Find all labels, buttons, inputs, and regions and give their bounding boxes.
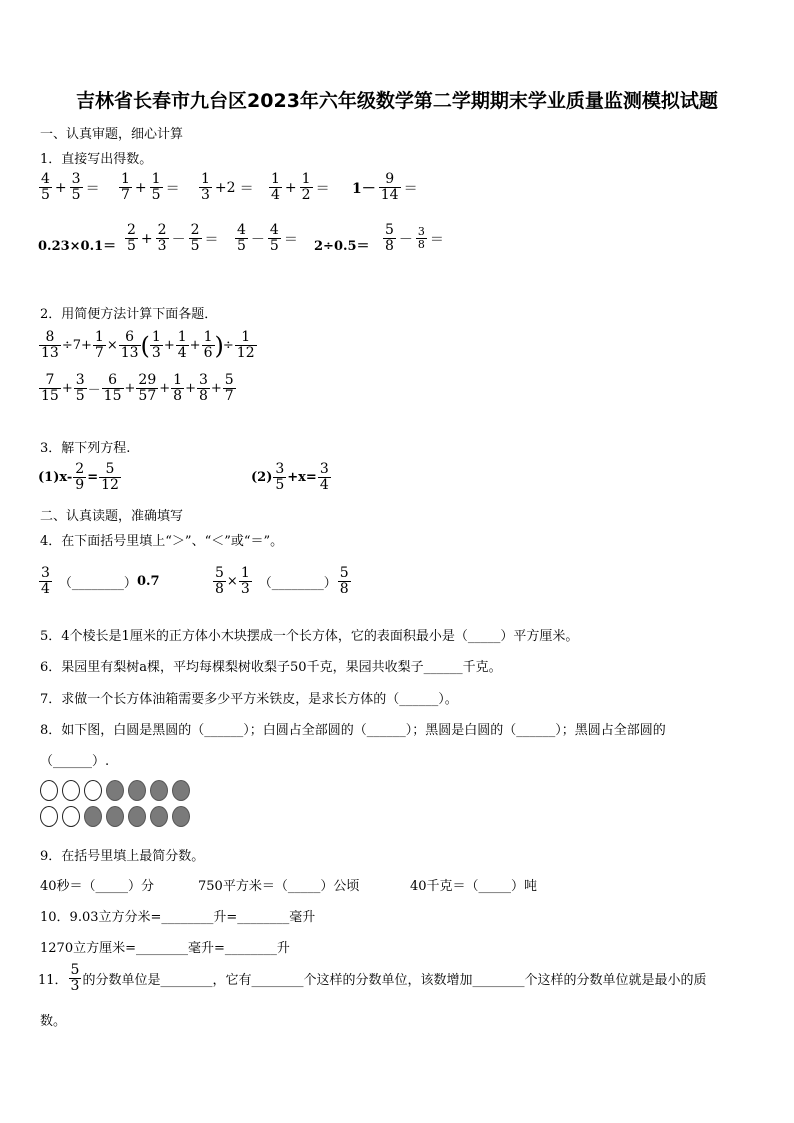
page-title: 吉林省长春市九台区2023年六年级数学第二学期期末学业质量监测模拟试题: [76, 90, 718, 112]
question-10-line-1: 10．9.03立方分米=________升=________毫升: [40, 910, 316, 925]
black-circle: [128, 806, 146, 827]
black-circle: [128, 780, 146, 801]
question-10-line-2: 1270立方厘米=________毫升=________升: [40, 941, 290, 956]
black-circle: [150, 806, 168, 827]
white-circle: [62, 780, 80, 801]
section-2-heading: 二、认真读题，准确填写: [40, 509, 184, 524]
question-9-a: 40秒＝（_____）分: [40, 879, 155, 894]
q3-equation-2: (2) $\frac{3}{5}$ +x= $\frac{3}{4}$: [251, 461, 329, 493]
q2-expression-1: $\frac{8}{13}$ ÷7+ $\frac{1}{7}$ × $\frac{6}{13}$ ( $\frac{1}{3}$ + $\frac{1}{4}$ + $\frac{1}{6}$ ) ÷ $\frac{1}{12}$: [41, 329, 255, 361]
question-7: 7．求做一个长方体油箱需要多少平方米铁皮，是求长方体的（______）。: [40, 692, 458, 707]
black-circle: [172, 780, 190, 801]
question-9-c: 40千克＝（_____）吨: [410, 879, 538, 894]
section-1-heading: 一、认真审题，细心计算: [40, 127, 184, 142]
white-circle: [40, 780, 58, 801]
question-8-line-2: （______）.: [40, 754, 110, 769]
black-circle: [84, 806, 102, 827]
question-9-label: 9．在括号里填上最简分数。: [40, 849, 205, 864]
question-4-label: 4．在下面括号里填上“＞”、“＜”或“＝”。: [40, 534, 284, 549]
question-8-line-1: 8．如下图，白圆是黑圆的（______）；白圆占全部圆的（______）；黑圆是白圆的（______）；黑圆占全部圆的: [40, 723, 666, 738]
q1-row2-item4: 2÷0.5＝: [314, 239, 370, 254]
q1-row2-item1: 0.23×0.1＝: [38, 239, 117, 254]
question-3-label: 3．解下列方程.: [40, 441, 131, 456]
q1-row2-item3: $\frac{4}{5}$ － $\frac{4}{5}$ ＝: [237, 222, 298, 254]
q1-row1-item4: $\frac{1}{4}$ + $\frac{1}{2}$ ＝: [271, 171, 330, 203]
black-circle: [106, 780, 124, 801]
q2-expression-2: $\frac{7}{15}$ + $\frac{3}{5}$ － $\frac{6}{15}$ + $\frac{29}{57}$ + $\frac{1}{8}$ + $\frac{3}{8}$ + $\frac{5}{7}$: [41, 372, 234, 404]
white-circle: [62, 806, 80, 827]
question-6: 6．果园里有梨树a棵，平均每棵梨树收梨子50千克，果园共收梨子______千克。: [40, 660, 502, 675]
q1-row1-item3: $\frac{1}{3}$ +2 ＝: [201, 171, 254, 203]
q1-row2-item5: $\frac{5}{8}$ － $\frac{3}{8}$ ＝: [385, 222, 444, 254]
black-circle: [106, 806, 124, 827]
black-circle: [172, 806, 190, 827]
white-circle: [40, 806, 58, 827]
question-1-label: 1．直接写出得数。: [40, 152, 153, 167]
q1-row1-item2: $\frac{1}{7}$ + $\frac{1}{5}$ ＝: [121, 171, 180, 203]
question-2-label: 2．用简便方法计算下面各题．: [40, 307, 218, 322]
q1-row1-item1: $\frac{4}{5}$ + $\frac{3}{5}$ ＝: [41, 171, 100, 203]
black-circle: [150, 780, 168, 801]
question-11-line-1: 11． $\frac{5}{3}$ 的分数单位是________，它有________个这样的分数单位，该数增加________个这样的分数单位就是最小的质: [38, 962, 707, 994]
q4-compare-1: $\frac{3}{4}$ （________） 0.7: [41, 565, 160, 597]
q3-equation-1: (1)x- $\frac{2}{9}$ = $\frac{5}{12}$: [38, 461, 119, 493]
circles-figure: [40, 780, 200, 830]
question-9-b: 750平方米＝（_____）公顷: [198, 879, 360, 894]
q1-row1-item5: 1－ $\frac{9}{14}$ ＝: [352, 171, 418, 203]
q4-compare-2: $\frac{5}{8}$ × $\frac{1}{3}$ （________） $\frac{5}{8}$: [215, 565, 349, 597]
question-11-line-2: 数。: [40, 1014, 67, 1029]
white-circle: [84, 780, 102, 801]
question-5: 5．4个棱长是1厘米的正方体小木块摆成一个长方体，它的表面积最小是（_____）平方厘米。: [40, 629, 579, 644]
q1-row2-item2: $\frac{2}{5}$ + $\frac{2}{3}$ － $\frac{2}{5}$ ＝: [127, 222, 219, 254]
